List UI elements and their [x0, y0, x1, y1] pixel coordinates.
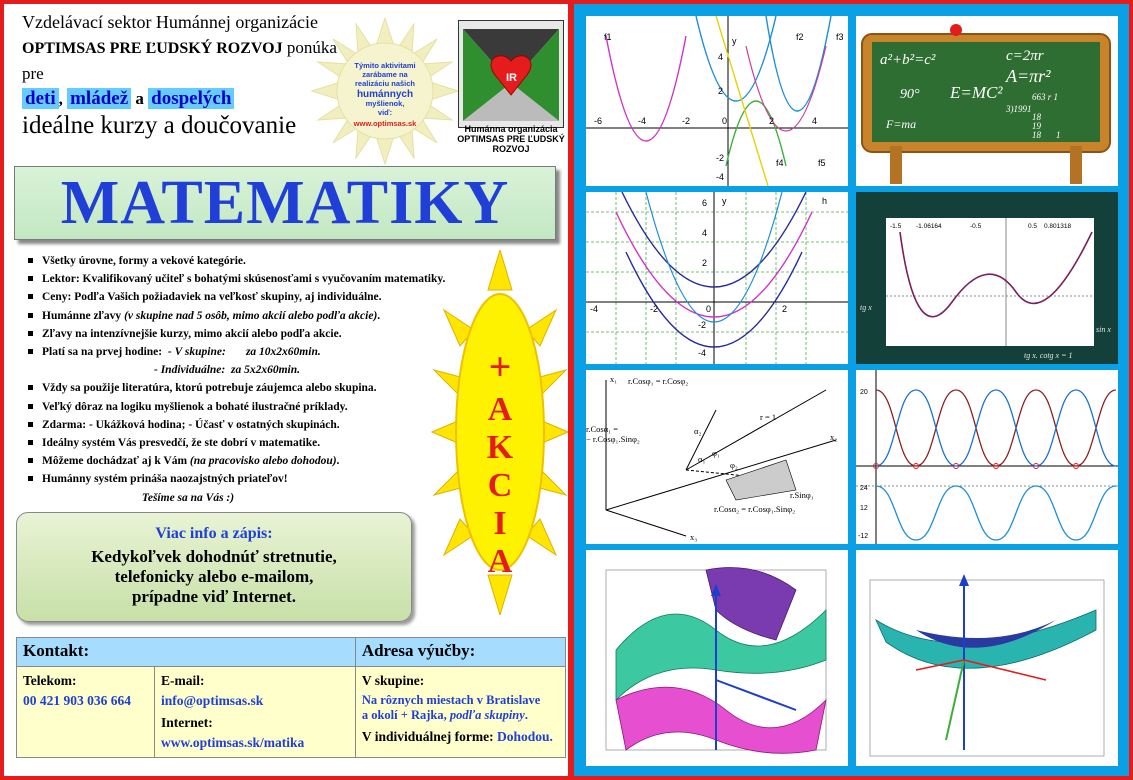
t2-label: 0 — [706, 304, 712, 314]
vector-3d-icon — [856, 550, 1118, 766]
list-item — [28, 470, 498, 488]
geom-label: x₁ — [610, 374, 618, 384]
list-item — [28, 398, 498, 416]
discount-end: . — [377, 309, 381, 322]
board-text: A=πr² — [1006, 66, 1051, 86]
dark-label: sin x — [1096, 325, 1111, 334]
intro-text — [22, 10, 352, 138]
t2-label: -4 — [698, 348, 707, 358]
sin-label: 12 — [860, 505, 868, 512]
t1-label: -2 — [716, 153, 725, 163]
list-item-text: Veľký dôraz na logiku myšlienok a bohaté ilustračné príklady. — [42, 400, 348, 413]
t1-label: -4 — [638, 116, 647, 126]
akcia-letter-2: K — [486, 429, 514, 466]
board-text: c=2πr — [1006, 48, 1044, 64]
list-item — [28, 361, 498, 379]
grid-graph-icon — [586, 192, 848, 364]
t2-label: -2 — [650, 304, 659, 314]
geom-label: φ₂ — [730, 460, 738, 470]
closing-line — [28, 489, 498, 507]
board-text: 3)1991 — [1006, 104, 1032, 114]
t2-label: -4 — [590, 304, 599, 314]
t2-label: 6 — [702, 198, 708, 208]
akcia-letter-4: I — [493, 505, 507, 542]
group-place-2a: a okolí + Rajka, — [361, 708, 447, 722]
indiv-value: Dohodou. — [496, 729, 553, 744]
t2-label: 4 — [702, 228, 708, 238]
board-text: a²+b²=c² — [880, 52, 936, 68]
logo-pyramid-icon — [459, 21, 563, 127]
t2-label: -2 — [698, 320, 707, 330]
sun-badge-icon — [310, 16, 460, 166]
phone-value[interactable]: 00 421 903 036 664 — [23, 693, 131, 708]
t1-label: f3 — [836, 32, 844, 42]
t2-label: y — [722, 196, 727, 206]
info-line-2: telefonicky alebo e-mailom, — [114, 567, 314, 586]
geom-label: α₂ — [694, 426, 702, 436]
geom-label: − r.Cosφ₁.Sinφ₂ — [586, 434, 640, 444]
pay-indiv-value: za 5x2x60min. — [231, 364, 301, 377]
group-label: V skupine: — [361, 673, 425, 688]
akcia-letter-5: A — [487, 543, 513, 580]
geom-label: φ₁ — [712, 448, 720, 458]
t1-label: 4 — [812, 116, 818, 126]
list-item — [28, 452, 498, 470]
dark-label: -1.5 — [890, 223, 902, 230]
list-item — [28, 325, 498, 343]
list-item-text: Všetky úrovne, formy a vekové kategórie. — [42, 255, 246, 267]
t1-label: 0 — [722, 116, 728, 126]
dark-label: tg x. cotg x = 1 — [1024, 351, 1073, 360]
t2-label: 2 — [702, 258, 708, 268]
dark-label: 0.801318 — [1044, 223, 1072, 230]
geom-label: r.Sinφ₁ — [790, 490, 814, 500]
board-text: F=ma — [886, 117, 917, 131]
t1-label: y — [732, 36, 737, 46]
visit-text: Môžeme dochádzať aj k Vám — [42, 455, 188, 468]
t2-label: h — [822, 196, 828, 206]
email-cell — [155, 667, 356, 758]
dark-graph-icon — [856, 192, 1118, 364]
visit-end: . — [336, 455, 340, 468]
t1-label: 2 — [718, 86, 724, 96]
board-text: E=MC² — [950, 83, 1003, 102]
audience-youth: mládež — [67, 88, 131, 109]
list-item — [28, 343, 498, 361]
info-line-1: Kedykoľvek dohodnúť stretnutie, — [91, 547, 337, 566]
t1-label: f5 — [818, 158, 826, 168]
list-item-text: Zľavy na intenzívnejšie kurzy, mimo akcií alebo podľa akcie. — [42, 327, 342, 340]
board-text: 19 — [1032, 121, 1041, 131]
board-text: 663 r 1 — [1032, 92, 1059, 102]
intro-line1: Vzdelávací sektor Humánnej organizácie — [22, 12, 319, 32]
t1-label: 2 — [769, 116, 775, 126]
list-item — [28, 252, 498, 270]
list-item-text: Vždy sa použije literatúra, ktorú potrebuje záujemca alebo skupina. — [42, 382, 377, 395]
sin-label: 24 — [860, 485, 868, 492]
sun-line-3: realizáciu našich — [354, 79, 416, 88]
sun-line-6: viď: — [377, 108, 393, 117]
group-place-2: a okolí + Rajka, podľa skupiny. — [361, 708, 528, 722]
address-cell — [355, 667, 565, 758]
surface-3d-icon — [586, 550, 848, 766]
logo-caption-1: Humánna organizácia — [464, 124, 558, 134]
akcia-sun-icon — [430, 250, 570, 615]
sin-label: -12 — [858, 533, 869, 540]
sun-line-1: Týmito aktivitami — [354, 61, 416, 70]
org-logo — [458, 20, 564, 128]
intro-line2 — [22, 35, 352, 86]
chalkboard-tile — [856, 16, 1118, 186]
intro-offer: ponúka pre — [22, 38, 337, 83]
dark-label: -1.06164 — [916, 223, 942, 230]
sun-highlight: humánnych — [356, 89, 414, 100]
logo-caption-2: OPTIMSAS PRE ĽUDSKÝ ROZVOJ — [457, 134, 565, 154]
list-item — [28, 379, 498, 397]
list-item-text: Zdarma: - Ukážková hodina; - Účasť v ostatných skupinách. — [42, 418, 340, 431]
indiv-label: V individuálnej forme: — [361, 729, 494, 744]
audience-sep1: , — [58, 89, 63, 108]
audience-kids: deti — [22, 88, 59, 109]
board-text: 18 — [1032, 112, 1041, 122]
dark-label: tg x — [860, 303, 872, 312]
sun-line-2: zarábame na — [362, 70, 408, 79]
pay-group-value: za 10x2x60min. — [245, 346, 321, 359]
list-item-text: Ceny: Podľa Vašich požiadaviek na veľkosť skupiny, aj individuálne. — [42, 291, 382, 304]
audience-sep2: a — [135, 89, 144, 108]
sin-label: 20 — [860, 389, 868, 396]
group-place-2b: podľa skupiny — [449, 708, 525, 722]
list-item — [28, 416, 498, 434]
list-item-text: Ideálny systém Vás presvedčí, že ste dobrí v matematike. — [42, 437, 321, 450]
info-title: Viac info a zápis: — [155, 525, 273, 542]
akcia-letter-1: A — [487, 391, 513, 428]
phone-cell — [17, 667, 155, 758]
web-label: Internet: — [161, 715, 213, 730]
email-label: E-mail: — [161, 673, 205, 688]
info-text — [17, 547, 411, 607]
address-header: Adresa výučby: — [355, 638, 565, 667]
page-title: MATEMATIKY — [60, 169, 510, 237]
contact-table — [16, 637, 566, 758]
pay-group-label: - V skupine: — [167, 346, 226, 359]
t2-label: 2 — [782, 304, 788, 314]
phone-label: Telekom: — [23, 673, 77, 688]
pay-label: Platí sa na prvej hodine: — [42, 346, 163, 359]
t1-label: -4 — [716, 172, 725, 182]
dark-label: -0.5 — [970, 223, 982, 230]
geometry-icon — [586, 370, 848, 544]
board-text: 18 — [1032, 130, 1041, 140]
info-box — [16, 512, 412, 622]
indiv-row — [362, 729, 559, 745]
title-banner — [14, 166, 556, 240]
sun-url: www.optimsas.sk — [353, 119, 417, 128]
t1-label: f1 — [604, 32, 612, 42]
discount-note: (v skupine nad 5 osôb, mimo akcií alebo podľa akcie) — [124, 309, 378, 322]
board-text: 90° — [900, 87, 920, 102]
list-item — [28, 434, 498, 452]
org-name: OPTIMSAS PRE ĽUDSKÝ ROZVOJ — [22, 40, 283, 57]
pay-indiv-label: - Individuálne: — [154, 364, 226, 377]
contact-header: Kontakt: — [17, 638, 356, 667]
svg-text:IR: IR — [506, 72, 517, 84]
parabola-graph-icon — [586, 16, 848, 186]
list-item-text: Lektor: Kvalifikovaný učiteľ s bohatými skúsenosťami s vyučovaním matematiky. — [42, 273, 446, 286]
email-link[interactable]: info@optimsas.sk — [161, 693, 264, 708]
t1-label: 4 — [718, 52, 724, 62]
dark-label: 0.5 — [1028, 223, 1038, 230]
feature-list — [28, 252, 498, 507]
list-item — [28, 270, 498, 288]
intro-line4: ideálne kurzy a doučovanie — [22, 112, 297, 139]
geom-label: r = 1 — [760, 412, 777, 422]
list-item-text: Humánny systém prináša naozajstných priateľov! — [42, 473, 288, 486]
discount-label: Humánne zľavy — [42, 309, 122, 322]
audience-row — [22, 86, 352, 111]
geom-label: r.Cosα₂ = r.Cosφ₁.Sinφ₂ — [714, 504, 796, 514]
info-line-3: prípadne viď Internet. — [131, 587, 297, 606]
visit-note: (na pracovisko alebo dohodou) — [189, 455, 337, 468]
logo-caption — [452, 124, 570, 154]
web-link[interactable]: www.optimsas.sk/matika — [161, 735, 305, 750]
t1-label: f2 — [796, 32, 804, 42]
board-text: 1 — [1056, 130, 1061, 140]
list-item — [28, 288, 498, 306]
sun-line-5: myšlienok, — [365, 99, 405, 108]
geom-label: r.Cosα₁ = — [586, 424, 619, 434]
akcia-letter-3: C — [487, 467, 513, 504]
audience-adults: dospelých — [148, 88, 234, 109]
geom-label: x₃ — [690, 532, 698, 542]
group-place: Na rôznych miestach v Bratislave — [361, 693, 541, 707]
closing-text: Tešíme sa na Vás :) — [141, 491, 235, 504]
geom-label: α₁ — [698, 454, 706, 464]
list-item — [28, 307, 498, 325]
akcia-plus: + — [488, 344, 512, 389]
sinusoid-graph-icon — [856, 370, 1118, 544]
geom-label: r.Cosφ₁ = r.Cosφ₂ — [628, 376, 689, 386]
t1-label: -6 — [594, 116, 603, 126]
chalkboard-icon — [856, 16, 1118, 186]
t1-label: f4 — [776, 158, 784, 168]
geom-label: x₂ — [830, 432, 838, 442]
t1-label: -2 — [682, 116, 691, 126]
